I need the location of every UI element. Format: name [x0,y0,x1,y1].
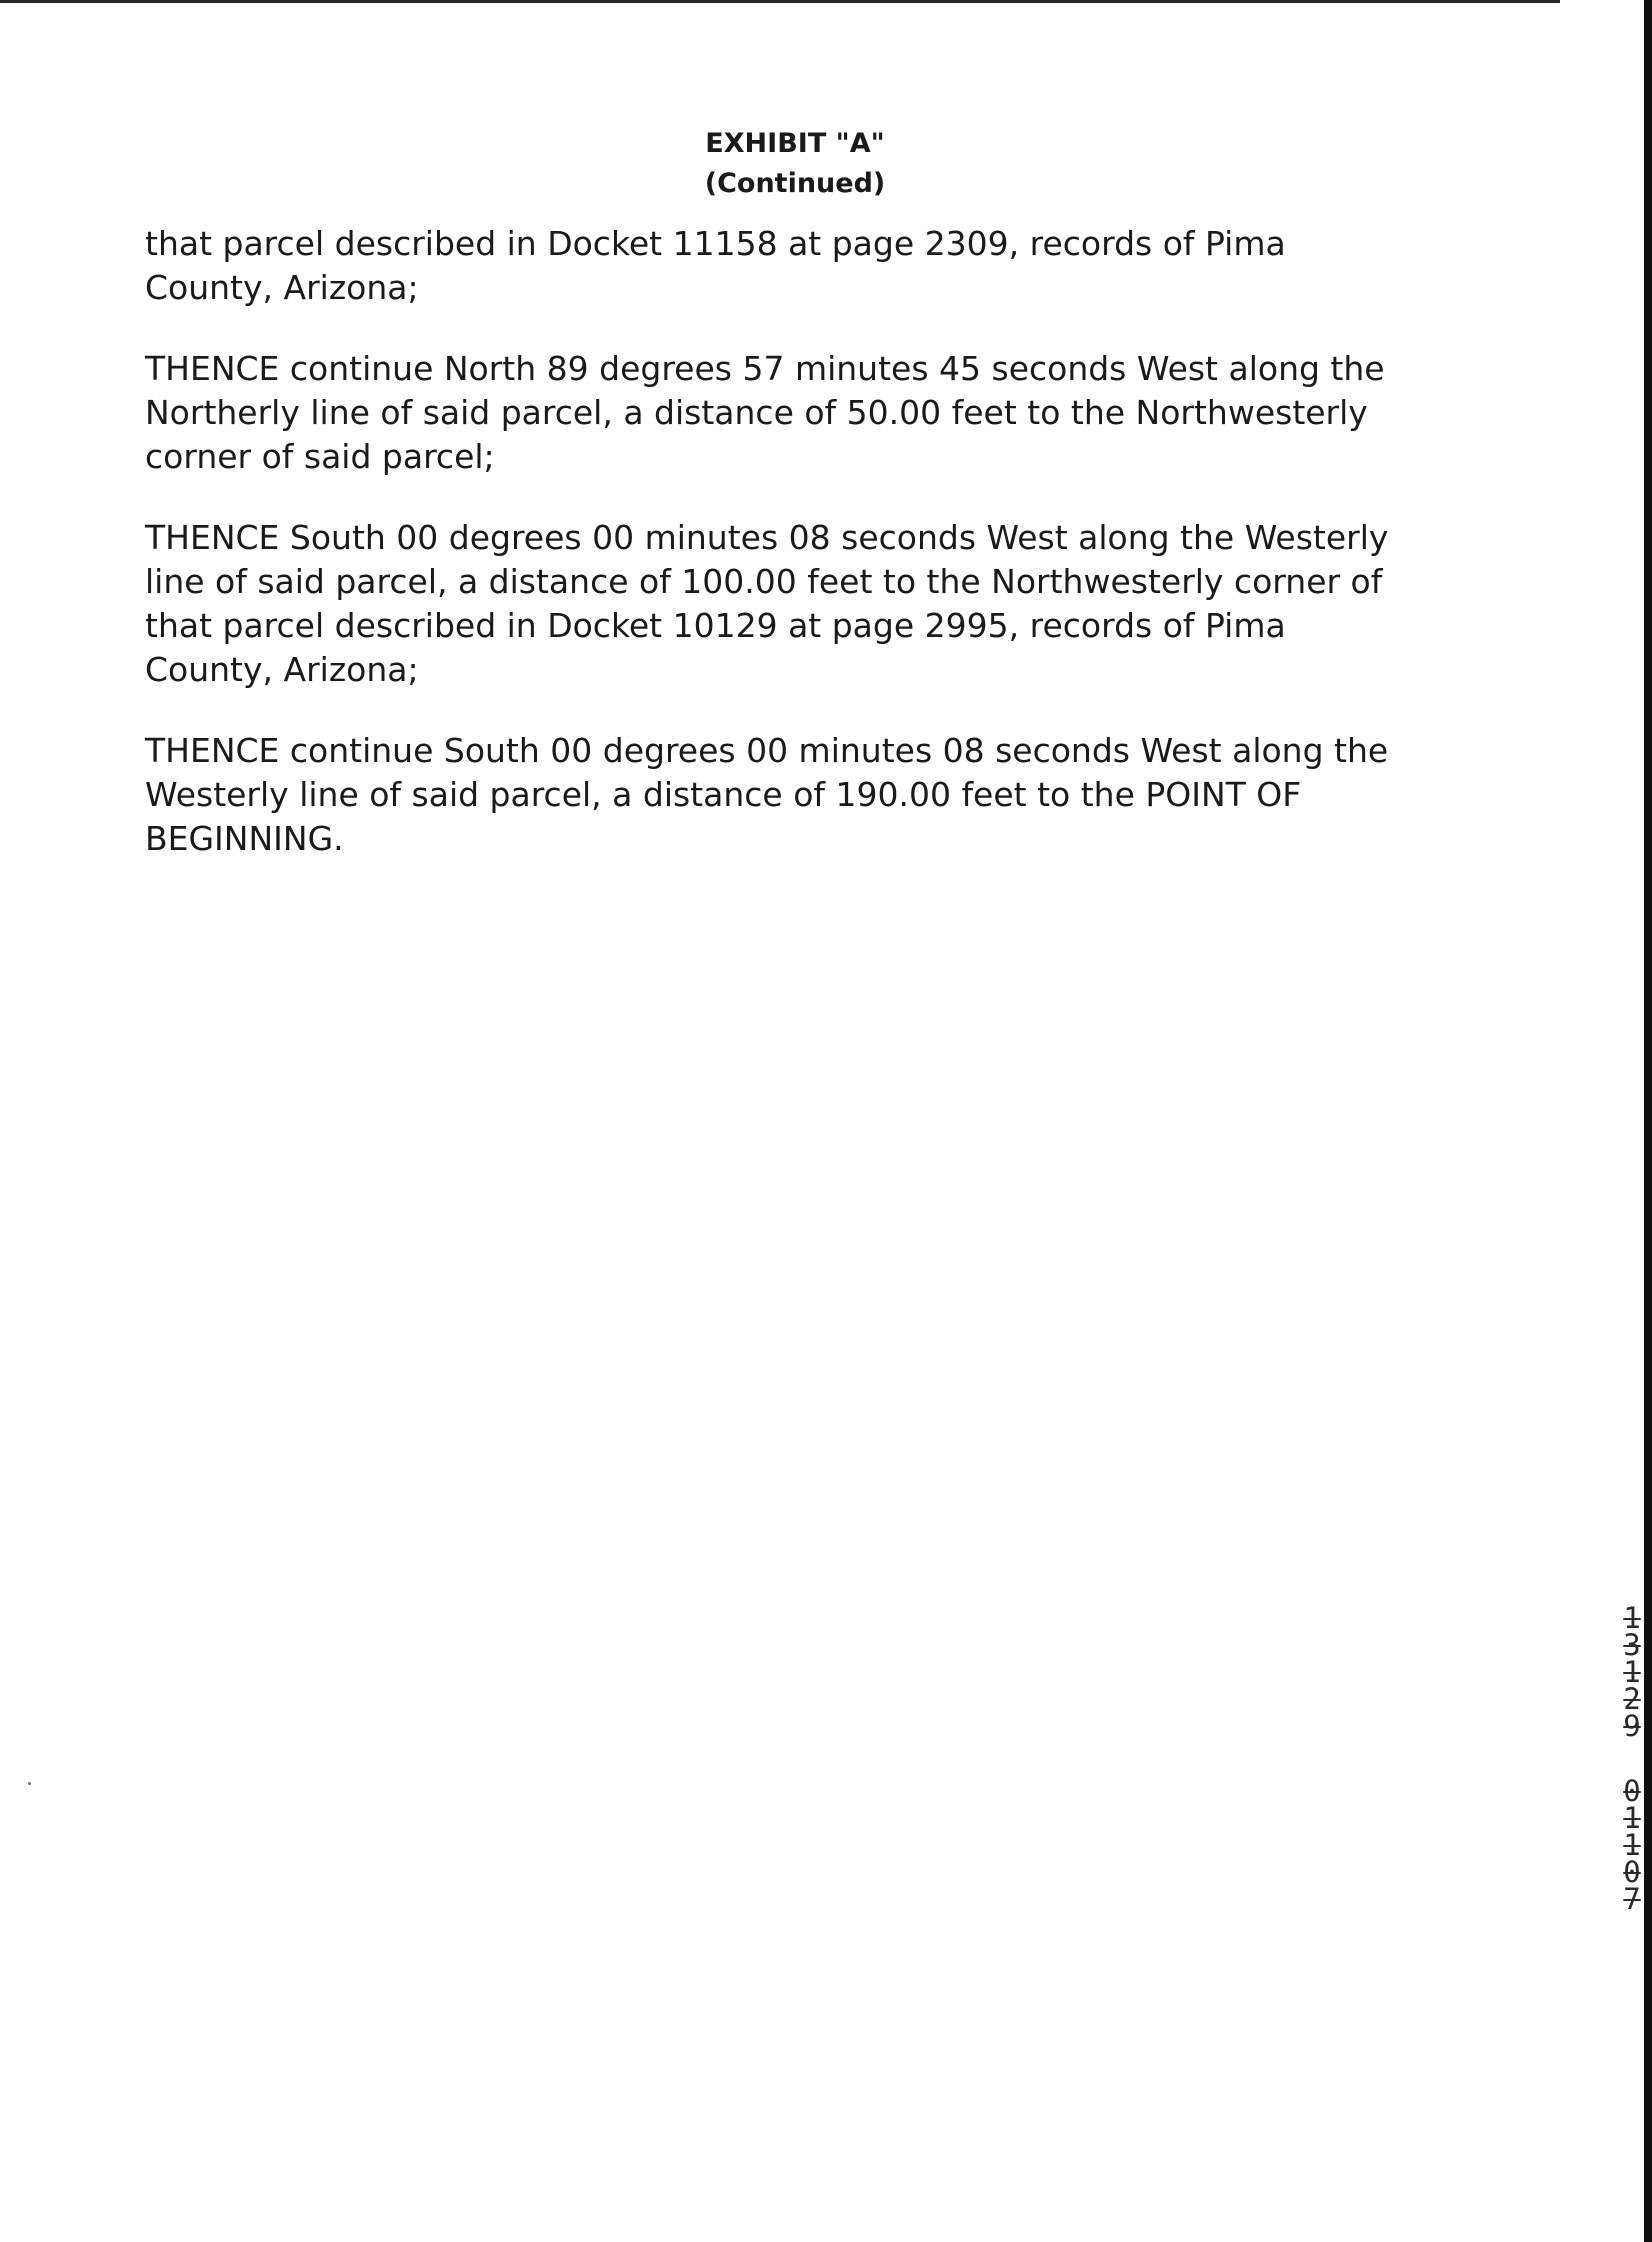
stamp-docket-digit: 3 [1623,1628,1641,1662]
stamp-page-digit: 1 [1623,1801,1641,1835]
stamp-docket-digit: 9 [1623,1709,1641,1743]
scan-top-border [0,0,1560,3]
stamp-gap [1612,1740,1652,1778]
paragraph-1: that parcel described in Docket 11158 at page 2309, records of Pima County, Arizona; [145,224,1286,307]
exhibit-heading [0,124,1590,204]
paragraph-3: THENCE South 00 degrees 00 minutes 08 seconds West along the Westerly line of said parcel, a distance of 100.00 feet to the Northwesterly corner of that parcel described in Docket 10129 at page 2995, records of Pima County, Arizona; [145,518,1389,689]
legal-description [145,222,1415,898]
exhibit-title: EXHIBIT "A" [705,128,885,159]
stamp-page-digit: 7 [1623,1882,1641,1916]
stamp-page-digit: 0 [1623,1774,1641,1808]
recording-stamp [1612,1601,1652,1916]
stamp-docket-digit: 1 [1623,1655,1641,1689]
scan-speck [28,1782,31,1785]
stamp-docket-digit: 2 [1623,1682,1641,1716]
stamp-page-digit: 0 [1623,1855,1641,1889]
stamp-docket-digit: 1 [1623,1601,1641,1635]
paragraph-2: THENCE continue North 89 degrees 57 minutes 45 seconds West along the Northerly line of said parcel, a distance of 50.00 feet to the Northwesterly corner of said parcel; [145,349,1385,476]
stamp-page-digit: 1 [1623,1828,1641,1862]
exhibit-subtitle: (Continued) [704,168,886,199]
paragraph-4: THENCE continue South 00 degrees 00 minutes 08 seconds West along the Westerly line of said parcel, a distance of 190.00 feet to the POINT OF BEGINNING. [145,731,1389,858]
